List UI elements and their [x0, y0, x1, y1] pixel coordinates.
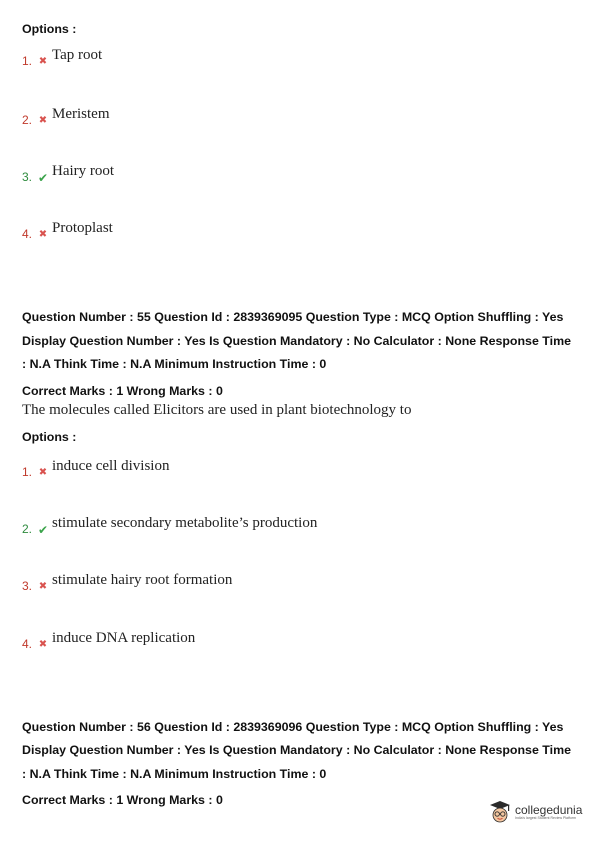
option-1[interactable]	[22, 48, 102, 68]
option-4[interactable]	[22, 221, 113, 241]
cross-icon: ✖	[38, 115, 48, 126]
option-text: Protoplast	[52, 220, 113, 236]
option-number: 4.	[22, 227, 33, 241]
check-icon: ✔	[37, 171, 49, 185]
option-1[interactable]	[22, 459, 169, 479]
option-number: 4.	[22, 637, 33, 651]
option-4[interactable]	[22, 631, 195, 651]
option-text: induce cell division	[52, 458, 170, 474]
question-marks: Correct Marks : 1 Wrong Marks : 0	[22, 384, 223, 398]
option-text: Tap root	[52, 47, 103, 63]
option-text: stimulate secondary metabolite’s production	[52, 515, 318, 531]
option-2[interactable]	[22, 107, 110, 127]
question-meta-line3: : N.A Think Time : N.A Minimum Instruction Time : 0	[22, 357, 327, 371]
cross-icon: ✖	[38, 467, 48, 478]
cross-icon: ✖	[38, 581, 48, 592]
option-2[interactable]	[22, 516, 317, 536]
cross-icon: ✖	[38, 229, 48, 240]
question-marks: Correct Marks : 1 Wrong Marks : 0	[22, 793, 223, 807]
option-number: 2.	[22, 522, 33, 536]
option-text: stimulate hairy root formation	[52, 572, 233, 588]
options-label: Options :	[22, 22, 77, 36]
logo-tagline: India's largest Student Review Platform	[515, 816, 576, 820]
logo-name: collegedunia	[515, 803, 583, 817]
question-meta-line1: Question Number : 55 Question Id : 2839369095 Question Type : MCQ Option Shuffling : Yes	[22, 310, 564, 324]
graduate-mascot-icon	[489, 800, 511, 824]
question-meta-line1: Question Number : 56 Question Id : 2839369096 Question Type : MCQ Option Shuffling : Yes	[22, 720, 564, 734]
question-meta-line2: Display Question Number : Yes Is Question Mandatory : No Calculator : None Response Time	[22, 743, 571, 757]
question-text: The molecules called Elicitors are used in plant biotechnology to	[22, 402, 412, 418]
option-text: Meristem	[52, 106, 110, 122]
cross-icon: ✖	[38, 639, 48, 650]
option-3[interactable]	[22, 164, 114, 184]
option-number: 3.	[22, 170, 33, 184]
option-text: Hairy root	[52, 163, 115, 179]
option-number: 3.	[22, 579, 33, 593]
collegedunia-logo[interactable]	[489, 800, 582, 824]
question-meta-line2: Display Question Number : Yes Is Question Mandatory : No Calculator : None Response Time	[22, 334, 571, 348]
option-number: 2.	[22, 113, 33, 127]
check-icon: ✔	[37, 523, 49, 537]
option-number: 1.	[22, 54, 33, 68]
option-text: induce DNA replication	[52, 630, 196, 646]
options-label: Options :	[22, 430, 77, 444]
option-number: 1.	[22, 465, 33, 479]
option-3[interactable]	[22, 573, 232, 593]
cross-icon: ✖	[38, 56, 48, 67]
question-meta-line3: : N.A Think Time : N.A Minimum Instruction Time : 0	[22, 767, 327, 781]
